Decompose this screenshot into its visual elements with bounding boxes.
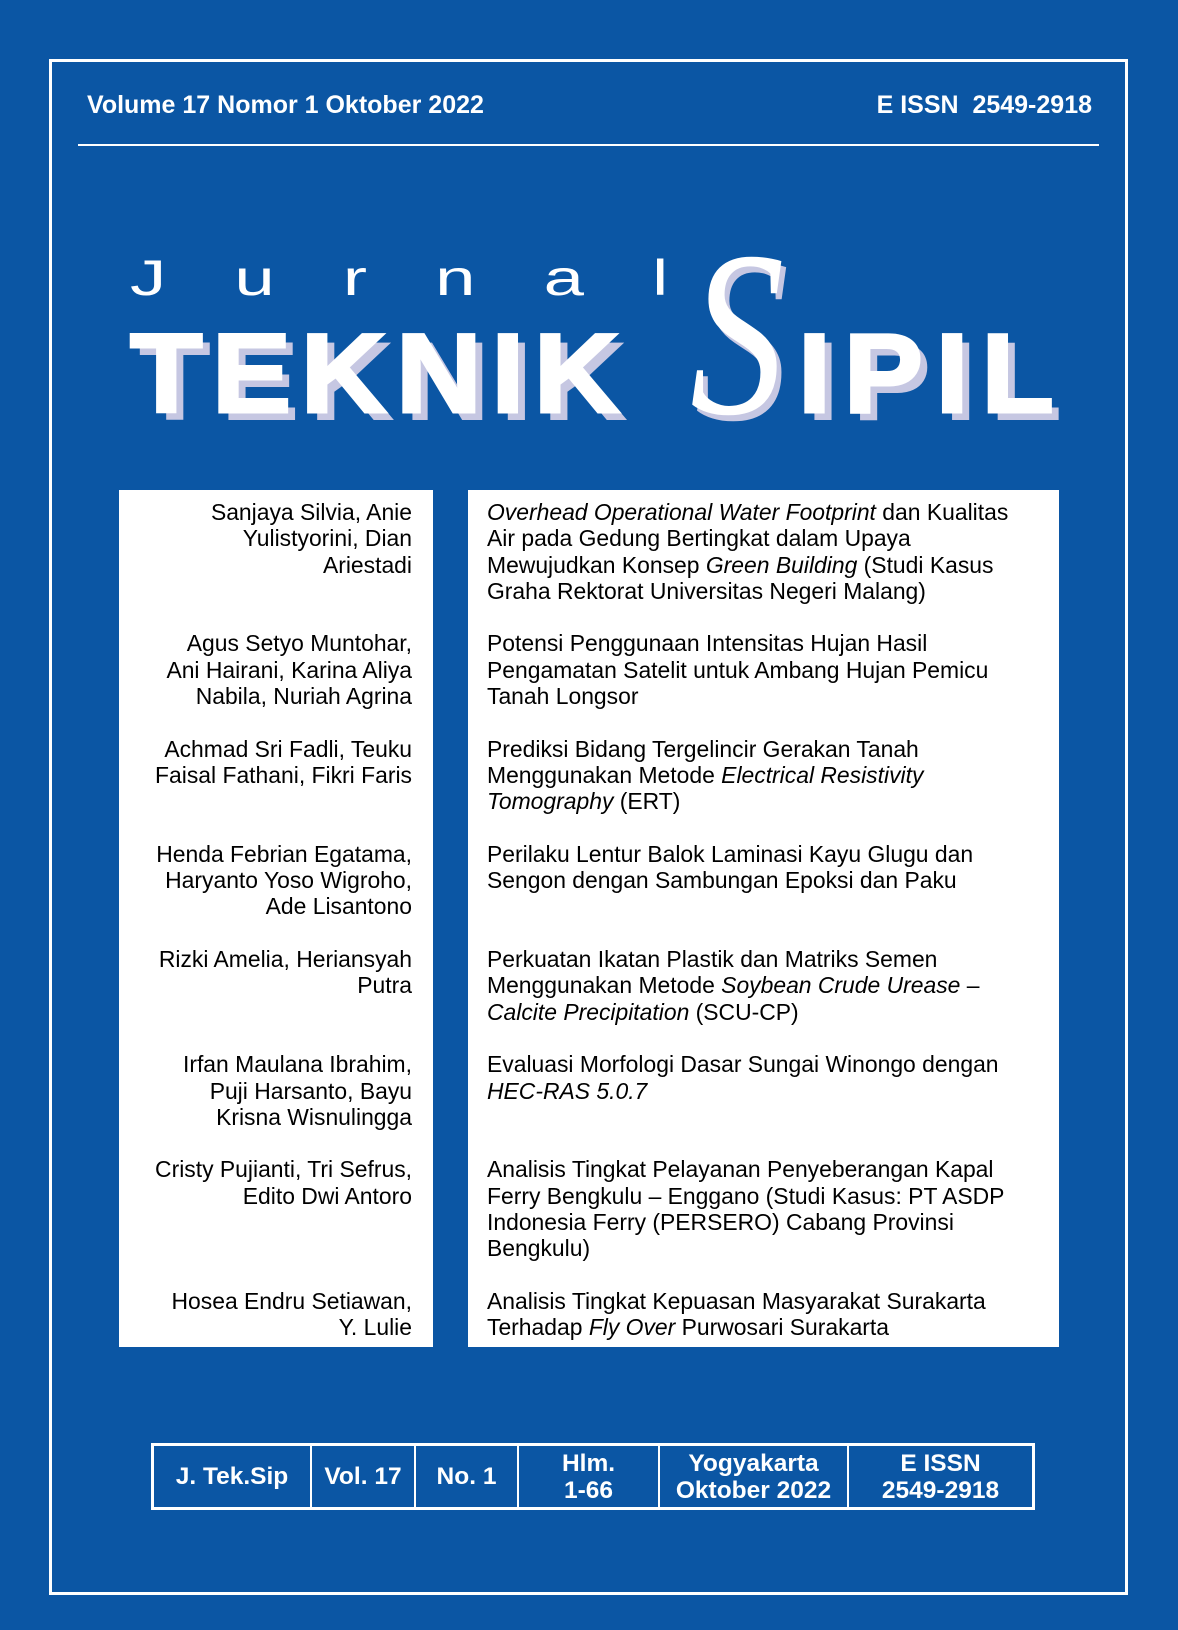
title-line: [487, 972, 1059, 998]
title-line: [487, 578, 1059, 604]
author-line: Yulistyorini, Dian: [242, 525, 412, 552]
article-title: [468, 1051, 1059, 1130]
title-line: [487, 683, 1059, 709]
author-line: Faisal Fathani, Fikri Faris: [155, 761, 412, 788]
title-segment: Menggunakan Metode: [487, 972, 722, 999]
title-line: [487, 1156, 1059, 1182]
title-segment: Sengon dengan Sambungan Epoksi dan Paku: [487, 867, 957, 894]
pages-range: 1-66: [563, 1476, 614, 1504]
volume: Vol. 17: [324, 1463, 402, 1490]
title-segment: Menggunakan Metode: [487, 761, 722, 788]
article-authors: [119, 499, 433, 604]
eissn-label: E ISSN 2549-2918: [876, 91, 1092, 119]
title-italic-segment: Fly Over: [588, 1314, 676, 1341]
issue-info-table: [151, 1443, 1035, 1510]
title-line: [487, 841, 1059, 867]
article-title: [468, 630, 1059, 709]
volume-cell: [312, 1446, 416, 1507]
title-segment: Evaluasi Morfologi Dasar Sungai Winongo dengan: [487, 1051, 999, 1078]
title-line: [487, 1235, 1059, 1261]
title-line: [487, 1078, 1059, 1104]
title-segment: (ERT): [613, 788, 681, 815]
title-segment: Perkuatan Ikatan Plastik dan Matriks Semen: [487, 946, 938, 973]
title-segment: (Studi Kasus: [857, 551, 994, 578]
title-italic-segment: Overhead Operational Water Footprint: [487, 499, 876, 525]
author-line: Y. Lulie: [338, 1314, 412, 1341]
issue-number: No. 1: [436, 1463, 497, 1490]
author-line: Ani Hairani, Karina Aliya: [166, 656, 412, 683]
title-line: [487, 1314, 1059, 1340]
author-line: Putra: [357, 972, 412, 999]
issn-number: 2549-2918: [881, 1476, 1000, 1504]
title-italic-segment: Tomography: [487, 788, 614, 815]
author-line: Ariestadi: [322, 551, 412, 578]
title-italic-segment: Green Building: [705, 551, 858, 578]
masthead-sipil-initial: S: [690, 204, 785, 465]
author-line: Henda Febrian Egatama,: [156, 840, 412, 867]
article-authors: [119, 946, 433, 1025]
article-title: [468, 841, 1059, 920]
title-segment: Graha Rektorat Universitas Negeri Malang): [487, 577, 926, 604]
masthead-teknik: TEKNIK: [130, 311, 630, 436]
author-line: Hosea Endru Setiawan,: [171, 1287, 412, 1314]
title-italic-segment: Electrical Resistivity: [721, 761, 924, 788]
article-title: [468, 736, 1059, 815]
article-title: [468, 499, 1059, 604]
article-authors: [119, 1051, 433, 1130]
author-line: Ade Lisantono: [265, 893, 412, 920]
article-list: [119, 499, 1059, 1341]
author-line: Agus Setyo Muntohar,: [186, 630, 412, 657]
article-title: [468, 1156, 1059, 1261]
title-segment: Bengkulu): [487, 1235, 591, 1262]
title-segment: Indonesia Ferry (PERSERO) Cabang Provinsi: [487, 1209, 954, 1236]
issn-label: E ISSN: [900, 1449, 981, 1477]
author-line: Achmad Sri Fadli, Teuku: [164, 735, 412, 762]
title-segment: –: [960, 972, 980, 999]
title-segment: Pengamatan Satelit untuk Ambang Hujan Pemicu: [487, 656, 989, 683]
title-segment: Analisis Tingkat Kepuasan Masyarakat Surakarta: [487, 1287, 986, 1314]
journal-abbreviation: J. Tek.Sip: [175, 1463, 289, 1490]
publication-date: Oktober 2022: [675, 1476, 832, 1504]
masthead-jurnal: Jurnal: [130, 250, 737, 306]
issue-label: Volume 17 Nomor 1 Oktober 2022: [87, 91, 484, 119]
article-authors: [119, 630, 433, 709]
title-italic-segment: Soybean Crude Urease: [721, 972, 961, 999]
author-line: Cristy Pujianti, Tri Sefrus,: [155, 1156, 412, 1183]
issn-cell: [849, 1446, 1032, 1507]
number-cell: [416, 1446, 519, 1507]
author-line: Rizki Amelia, Heriansyah: [158, 946, 412, 973]
masthead-sipil-rest: IPIL: [798, 311, 1067, 436]
title-segment: Mewujudkan Konsep: [487, 551, 706, 578]
title-italic-segment: Calcite Precipitation: [487, 998, 690, 1025]
article-authors: [119, 1288, 433, 1341]
title-line: [487, 946, 1059, 972]
title-line: [487, 1051, 1059, 1077]
title-segment: Perilaku Lentur Balok Laminasi Kayu Glugu dan: [487, 840, 974, 867]
title-line: [487, 1209, 1059, 1235]
title-line: [487, 999, 1059, 1025]
title-line: [487, 1183, 1059, 1209]
title-line: [487, 788, 1059, 814]
author-line: Sanjaya Silvia, Anie: [210, 499, 412, 525]
title-line: [487, 630, 1059, 656]
title-segment: Potensi Penggunaan Intensitas Hujan Hasil: [487, 630, 928, 657]
title-segment: Analisis Tingkat Pelayanan Penyeberangan Kapal: [487, 1156, 994, 1183]
title-line: [487, 736, 1059, 762]
title-segment: Tanah Longsor: [487, 683, 639, 710]
title-segment: Ferry Bengkulu – Enggano (Studi Kasus: PT ASDP: [487, 1182, 1005, 1209]
city: Yogyakarta: [688, 1449, 819, 1477]
title-segment: Prediksi Bidang Tergelincir Gerakan Tanah: [487, 735, 919, 762]
author-line: Irfan Maulana Ibrahim,: [182, 1051, 412, 1078]
title-line: [487, 499, 1059, 525]
article-authors: [119, 841, 433, 920]
title-line: [487, 762, 1059, 788]
title-segment: Air pada Gedung Bertingkat dalam Upaya: [487, 525, 911, 552]
author-line: Nabila, Nuriah Agrina: [195, 683, 412, 710]
title-segment: Terhadap: [487, 1314, 589, 1341]
title-line: [487, 657, 1059, 683]
title-line: [487, 867, 1059, 893]
title-line: [487, 552, 1059, 578]
title-line: [487, 1288, 1059, 1314]
title-segment: (SCU-CP): [689, 998, 799, 1025]
article-title: [468, 1288, 1059, 1341]
header-divider: [78, 144, 1099, 146]
pages-cell: [519, 1446, 660, 1507]
pages-label: Hlm.: [561, 1449, 616, 1477]
title-italic-segment: HEC-RAS 5.0.7: [487, 1077, 648, 1104]
author-line: Edito Dwi Antoro: [242, 1182, 412, 1209]
journal-abbreviation-cell: [154, 1446, 312, 1507]
place-date-cell: [660, 1446, 849, 1507]
title-line: [487, 525, 1059, 551]
author-line: Puji Harsanto, Bayu: [209, 1077, 412, 1104]
article-authors: [119, 736, 433, 815]
author-line: Haryanto Yoso Wigroho,: [165, 867, 412, 894]
title-segment: dan Kualitas: [875, 499, 1009, 525]
author-line: Krisna Wisnulingga: [216, 1103, 412, 1130]
title-segment: Purwosari Surakarta: [675, 1314, 890, 1341]
article-authors: [119, 1156, 433, 1261]
article-title: [468, 946, 1059, 1025]
